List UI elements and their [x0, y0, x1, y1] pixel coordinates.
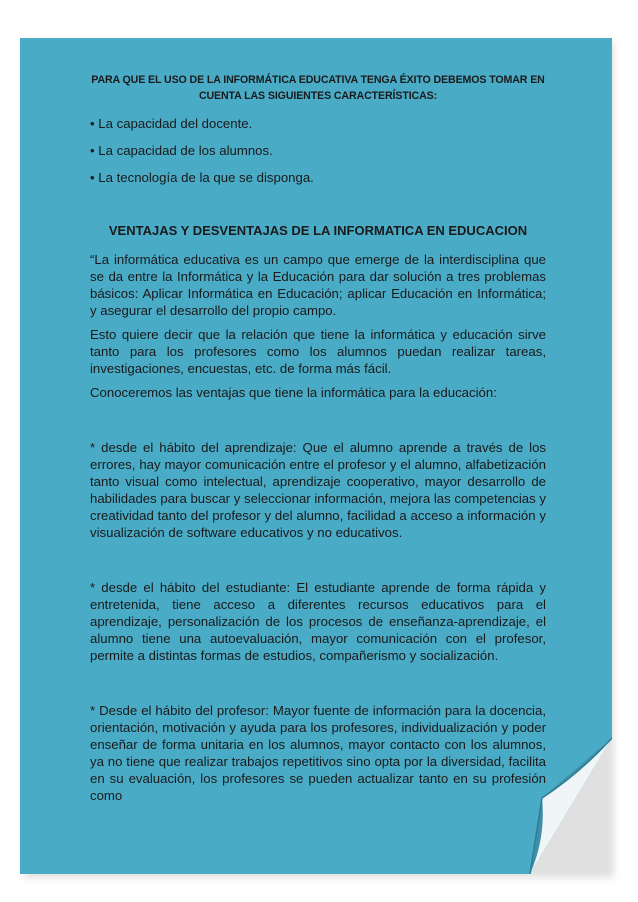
bullet-item: • La capacidad de los alumnos. — [90, 143, 273, 158]
bullet-item: • La capacidad del docente. — [90, 116, 253, 131]
paragraph: Conoceremos las ventajas que tiene la informática para la educación: — [90, 385, 497, 400]
paragraph: * desde el hábito del aprendizaje: Que el alumno aprende a través de los errores, hay mayor comunicación entre el profesor y el alumno, alfabetización tanto visual como intelectual, aprendizaje cooperativo, mayor desarrollo de habilidades para buscar y seleccionar información, mejora las competencias y creatividad tanto del profesor y del alumno, facilidad a acceso a información y visualización de software educativos y no educativos. — [90, 440, 546, 540]
document-page — [20, 38, 612, 874]
document-header: PARA QUE EL USO DE LA INFORMÁTICA EDUCATIVA TENGA ÉXITO DEBEMOS TOMAR EN CUENTA LAS SIGUIENTES CARACTERÍSTICAS: — [91, 74, 545, 102]
bullet-item: • La tecnología de la que se disponga. — [90, 170, 314, 185]
section-title: VENTAJAS Y DESVENTAJAS DE LA INFORMATICA EN EDUCACION — [108, 223, 528, 238]
paragraph: * desde el hábito del estudiante: El estudiante aprende de forma rápida y entretenida, tiene acceso a diferentes recursos educativos para el aprendizaje, personalización de los procesos de enseñanza-aprendizaje, el alumno tiene una autoevaluación, mayor comunicación con el profesor, permite a distintas formas de estudios, compañerismo y socialización. — [90, 580, 546, 663]
document-body — [90, 72, 546, 811]
paragraph: “La informática educativa es un campo que emerge de la interdisciplina que se da entre la Informática y la Educación para dar solución a tres problemas básicos: Aplicar Informática en Educación; aplicar Educación en Informática; y asegurar el desarrollo del propio campo. — [90, 252, 546, 318]
paragraph: * Desde el hábito del profesor: Mayor fuente de información para la docencia, orientación, motivación y ayuda para los profesores, individualización y poder enseñar de forma unitaria en los alumnos, mayor contacto con los alumnos, ya no tiene que realizar trabajos repetitivos sino opta por la diversidad, facilita en su evaluación, los profesores se pueden actualizar tanto en su profesión como — [90, 703, 546, 803]
paragraph: Esto quiere decir que la relación que tiene la informática y educación sirve tanto para los profesores como los alumnos puedan realizar tareas, investigaciones, encuestas, etc. de forma más fácil. — [90, 327, 546, 376]
